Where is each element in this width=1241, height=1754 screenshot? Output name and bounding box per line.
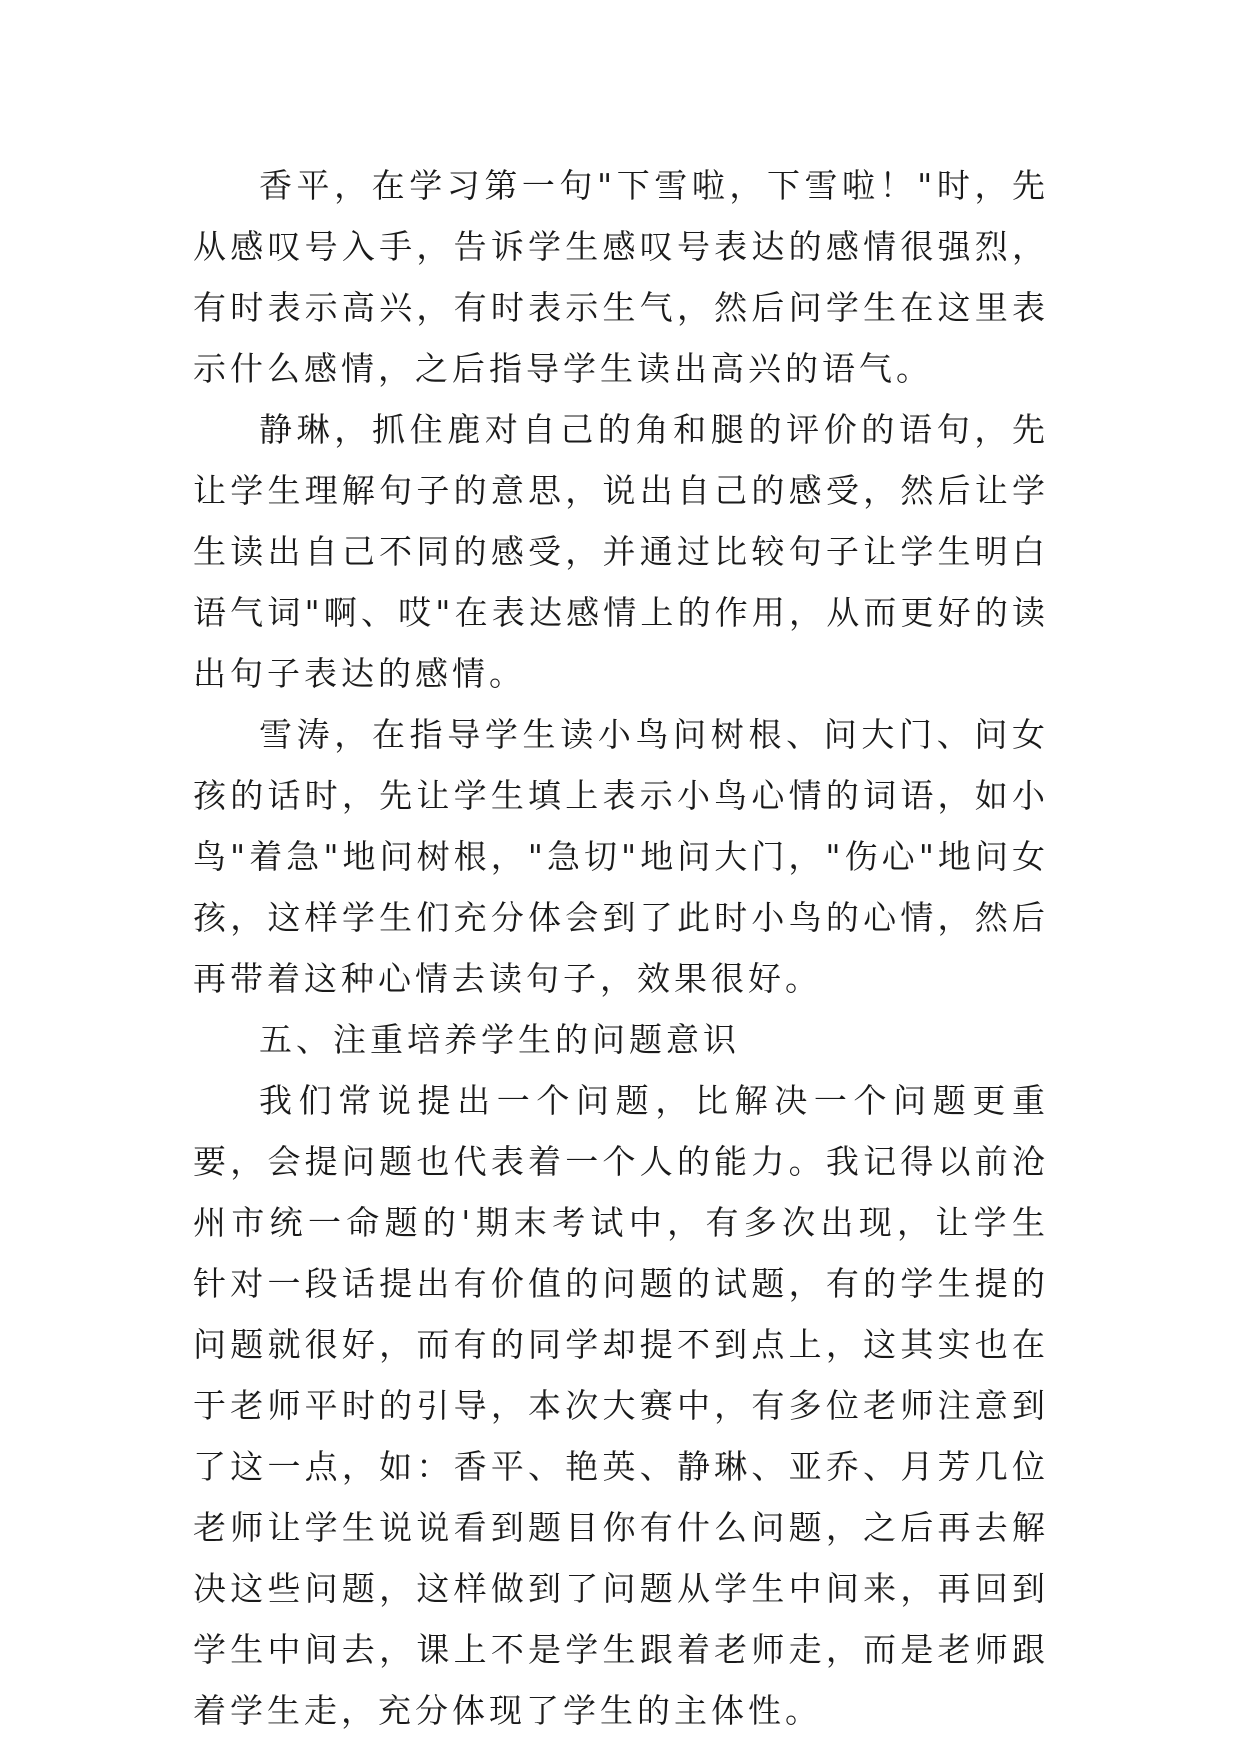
paragraph-xuetao: 雪涛，在指导学生读小鸟问树根、问大门、问女孩的话时，先让学生填上表示小鸟心情的词语，如小鸟"着急"地问树根，"急切"地问大门，"伤心"地问女孩，这样学生们充分体会到了此时小鸟的心情，然后再带着这种心情去读句子，效果很好。 [193, 715, 1049, 998]
paragraph-problem-awareness: 我们常说提出一个问题，比解决一个问题更重要，会提问题也代表着一个人的能力。我记得以前沧州市统一命题的'期末考试中，有多次出现，让学生针对一段话提出有价值的问题的试题，有的学生提的问题就很好，而有的同学却提不到点上，这其实也在于老师平时的引导，本次大赛中，有多位老师注意到了这一点，如：香平、艳英、静琳、亚乔、月芳几位老师让学生说说看到题目你有什么问题，之后再去解决这些问题，这样做到了问题从学生中间来，再回到学生中间去，课上不是学生跟着老师走，而是老师跟着学生走，充分体现了学生的主体性。 [193, 1081, 1049, 1730]
paragraph-xiangping: 香平，在学习第一句"下雪啦，下雪啦！"时，先从感叹号入手，告诉学生感叹号表达的感情很强烈，有时表示高兴，有时表示生气，然后问学生在这里表示什么感情，之后指导学生读出高兴的语气。 [193, 166, 1049, 388]
section-heading: 五、注重培养学生的问题意识 [259, 1020, 740, 1059]
paragraph-jinglin: 静琳，抓住鹿对自己的角和腿的评价的语句，先让学生理解句子的意思，说出自己的感受，然后让学生读出自己不同的感受，并通过比较句子让学生明白语气词"啊、哎"在表达感情上的作用，从而更好的读出句子表达的感情。 [193, 410, 1049, 693]
document-body [193, 155, 1049, 1741]
